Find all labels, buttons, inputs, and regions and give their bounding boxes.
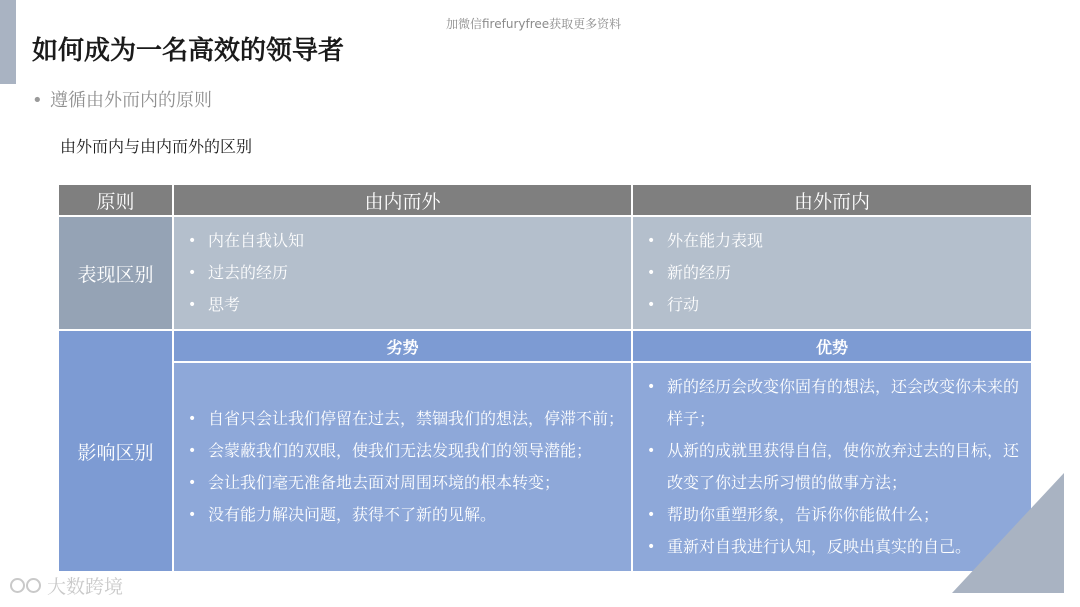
principle-bullet	[32, 86, 212, 112]
top-watermark: 加微信firefuryfree获取更多资料	[446, 17, 622, 31]
principle-text: 遵循由外而内的原则	[50, 90, 212, 111]
corner-triangle-decoration	[952, 473, 1064, 593]
list-item: • 过去的经历	[182, 257, 625, 289]
show-right-list	[633, 217, 1031, 329]
row-label-impact: 影响区别	[58, 330, 173, 572]
table-subtitle: 由外而内与由内而外的区别	[60, 137, 253, 156]
list-item: • 会让我们毫无准备地去面对周围环境的根本转变；	[182, 467, 625, 499]
brand-logo-icon	[10, 578, 41, 593]
impact-subheader-row	[58, 330, 1032, 362]
header-inside-out: 由内而外	[173, 184, 632, 216]
list-item: • 新的经历会改变你固有的想法，还会改变你未来的样子；	[641, 371, 1025, 435]
show-right-cell	[632, 216, 1032, 330]
table-header-row	[58, 184, 1032, 216]
row-label-show: 表现区别	[58, 216, 173, 330]
list-item: • 重新对自我进行认知，反映出真实的自己。	[641, 531, 1025, 563]
list-item: • 从新的成就里获得自信，使你放弃过去的目标，还改变了你过去所习惯的做事方法；	[641, 435, 1025, 499]
impact-left-cell	[173, 362, 632, 572]
table-row-show	[58, 216, 1032, 330]
list-item: • 内在自我认知	[182, 225, 625, 257]
list-item: • 行动	[641, 289, 1025, 321]
list-item: • 帮助你重塑形象，告诉你你能做什么；	[641, 499, 1025, 531]
table-row-impact	[58, 362, 1032, 572]
impact-left-list	[174, 395, 631, 539]
header-outside-in: 由外而内	[632, 184, 1032, 216]
list-item: • 外在能力表现	[641, 225, 1025, 257]
brand-logo	[10, 572, 123, 599]
page-title: 如何成为一名高效的领导者	[32, 36, 345, 66]
show-left-cell	[173, 216, 632, 330]
subheader-advantage: 优势	[632, 330, 1032, 362]
list-item: • 会蒙蔽我们的双眼，使我们无法发现我们的领导潜能；	[182, 435, 625, 467]
comparison-table	[57, 183, 1033, 573]
show-left-list	[174, 217, 631, 329]
list-item: • 自省只会让我们停留在过去，禁锢我们的想法，停滞不前；	[182, 403, 625, 435]
list-item: • 新的经历	[641, 257, 1025, 289]
bullet-dot-icon: •	[32, 90, 43, 111]
subheader-disadvantage: 劣势	[173, 330, 632, 362]
header-principle: 原则	[58, 184, 173, 216]
list-item: • 没有能力解决问题，获得不了新的见解。	[182, 499, 625, 531]
brand-logo-text: 大数跨境	[47, 576, 124, 598]
list-item: • 思考	[182, 289, 625, 321]
left-accent-bar	[0, 0, 16, 84]
